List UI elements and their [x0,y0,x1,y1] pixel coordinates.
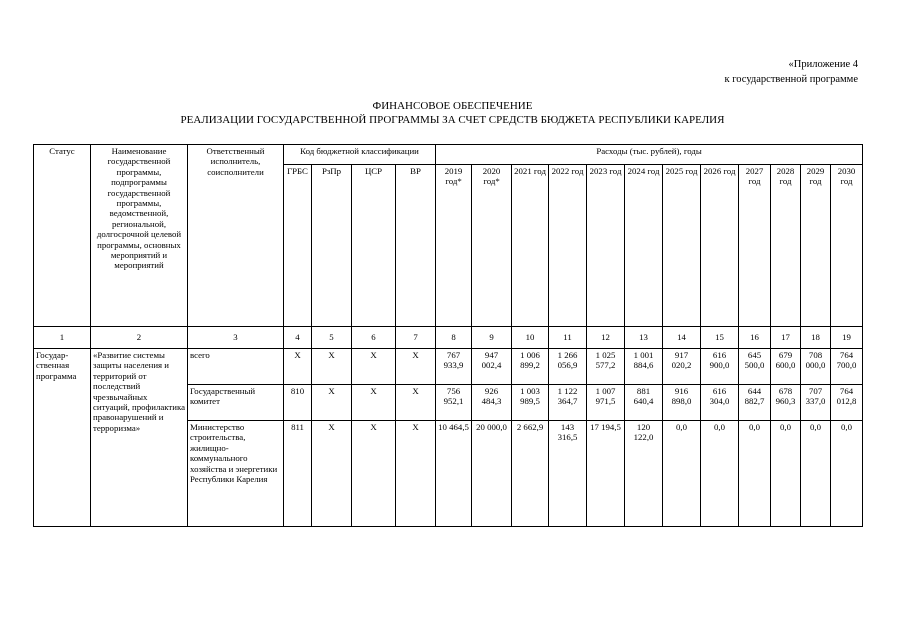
rzpr-cell: X [312,349,352,385]
column-number: 2 [91,327,188,349]
column-number: 12 [587,327,625,349]
value-cell: 756 952,1 [436,385,472,421]
header-year: 2025 год [663,165,701,327]
table-row [34,349,863,385]
value-cell: 0,0 [663,421,701,527]
header-year: 2030 год [831,165,863,327]
header-year: 2026 год [701,165,739,327]
value-cell: 1 001 884,6 [625,349,663,385]
grbs-cell: X [284,349,312,385]
value-cell: 881 640,4 [625,385,663,421]
value-cell: 764 700,0 [831,349,863,385]
header-expenses: Расходы (тыс. рублей), годы [436,145,863,165]
header-year: 2022 год [549,165,587,327]
value-cell: 10 464,5 [436,421,472,527]
column-number: 15 [701,327,739,349]
finance-table [33,144,863,527]
value-cell: 616 304,0 [701,385,739,421]
value-cell: 764 012,8 [831,385,863,421]
value-cell: 679 600,0 [771,349,801,385]
column-number: 4 [284,327,312,349]
column-number: 10 [512,327,549,349]
header-year: 2020 год* [472,165,512,327]
value-cell: 0,0 [701,421,739,527]
column-number: 7 [396,327,436,349]
value-cell: 917 020,2 [663,349,701,385]
csr-cell: X [352,385,396,421]
column-number: 17 [771,327,801,349]
value-cell: 1 003 989,5 [512,385,549,421]
column-number: 11 [549,327,587,349]
rzpr-cell: X [312,421,352,527]
value-cell: 0,0 [771,421,801,527]
column-number: 5 [312,327,352,349]
header-rzpr: РзПр [312,165,352,327]
column-number: 14 [663,327,701,349]
column-number: 16 [739,327,771,349]
value-cell: 2 662,9 [512,421,549,527]
column-number-row [34,327,863,349]
value-cell: 707 337,0 [801,385,831,421]
value-cell: 0,0 [801,421,831,527]
header-csr: ЦСР [352,165,396,327]
value-cell: 926 484,3 [472,385,512,421]
vr-cell: X [396,349,436,385]
value-cell: 1 006 899,2 [512,349,549,385]
header-year: 2019 год* [436,165,472,327]
value-cell: 1 266 056,9 [549,349,587,385]
csr-cell: X [352,349,396,385]
header-year: 2023 год [587,165,625,327]
value-cell: 0,0 [831,421,863,527]
annex-note [725,57,858,87]
header-vr: ВР [396,165,436,327]
executor-cell: Государственный комитет [188,385,284,421]
annex-line-1: «Приложение 4 [788,59,858,70]
header-kbk: Код бюджетной классификации [284,145,436,165]
header-year: 2024 год [625,165,663,327]
value-cell: 644 882,7 [739,385,771,421]
program-name: «Развитие системы защиты населения и территорий от последствий чрезвычайных ситуаций, профилактика правонарушений и терроризма» [91,349,188,527]
value-cell: 1 025 577,2 [587,349,625,385]
program-status: Государ-ственная программа [34,349,91,527]
value-cell: 678 960,3 [771,385,801,421]
value-cell: 1 122 364,7 [549,385,587,421]
vr-cell: X [396,421,436,527]
value-cell: 916 898,0 [663,385,701,421]
value-cell: 767 933,9 [436,349,472,385]
header-name: Наименование государственной программы, подпрограммы государственной программы, ведомственной, региональной, долгосрочной целевой программы, основных мероприятий и мероприятий [91,145,188,327]
column-number: 1 [34,327,91,349]
header-year: 2028 год [771,165,801,327]
header-year: 2027 год [739,165,771,327]
executor-cell: всего [188,349,284,385]
header-status: Статус [34,145,91,327]
value-cell: 1 007 971,5 [587,385,625,421]
grbs-cell: 811 [284,421,312,527]
value-cell: 645 500,0 [739,349,771,385]
annex-line-2: к государственной программе [724,74,858,85]
header-year: 2021 год [512,165,549,327]
column-number: 3 [188,327,284,349]
grbs-cell: 810 [284,385,312,421]
value-cell: 17 194,5 [587,421,625,527]
value-cell: 708 000,0 [801,349,831,385]
value-cell: 616 900,0 [701,349,739,385]
column-number: 6 [352,327,396,349]
column-number: 8 [436,327,472,349]
header-grbs: ГРБС [284,165,312,327]
value-cell: 143 316,5 [549,421,587,527]
value-cell: 120 122,0 [625,421,663,527]
executor-cell: Министерство строительства, жилищно-коммунального хозяйства и энергетики Республики Карелия [188,421,284,527]
column-number: 19 [831,327,863,349]
value-cell: 0,0 [739,421,771,527]
value-cell: 947 002,4 [472,349,512,385]
column-number: 13 [625,327,663,349]
csr-cell: X [352,421,396,527]
column-number: 9 [472,327,512,349]
value-cell: 20 000,0 [472,421,512,527]
column-number: 18 [801,327,831,349]
header-executor: Ответственный исполнитель, соисполнители [188,145,284,327]
document-title-line-2: РЕАЛИЗАЦИИ ГОСУДАРСТВЕННОЙ ПРОГРАММЫ ЗА СЧЕТ СРЕДСТВ БЮДЖЕТА РЕСПУБЛИКИ КАРЕЛИЯ [180,114,725,126]
vr-cell: X [396,385,436,421]
rzpr-cell: X [312,385,352,421]
header-year: 2029 год [801,165,831,327]
document-title-line-1: ФИНАНСОВОЕ ОБЕСПЕЧЕНИЕ [372,100,533,112]
